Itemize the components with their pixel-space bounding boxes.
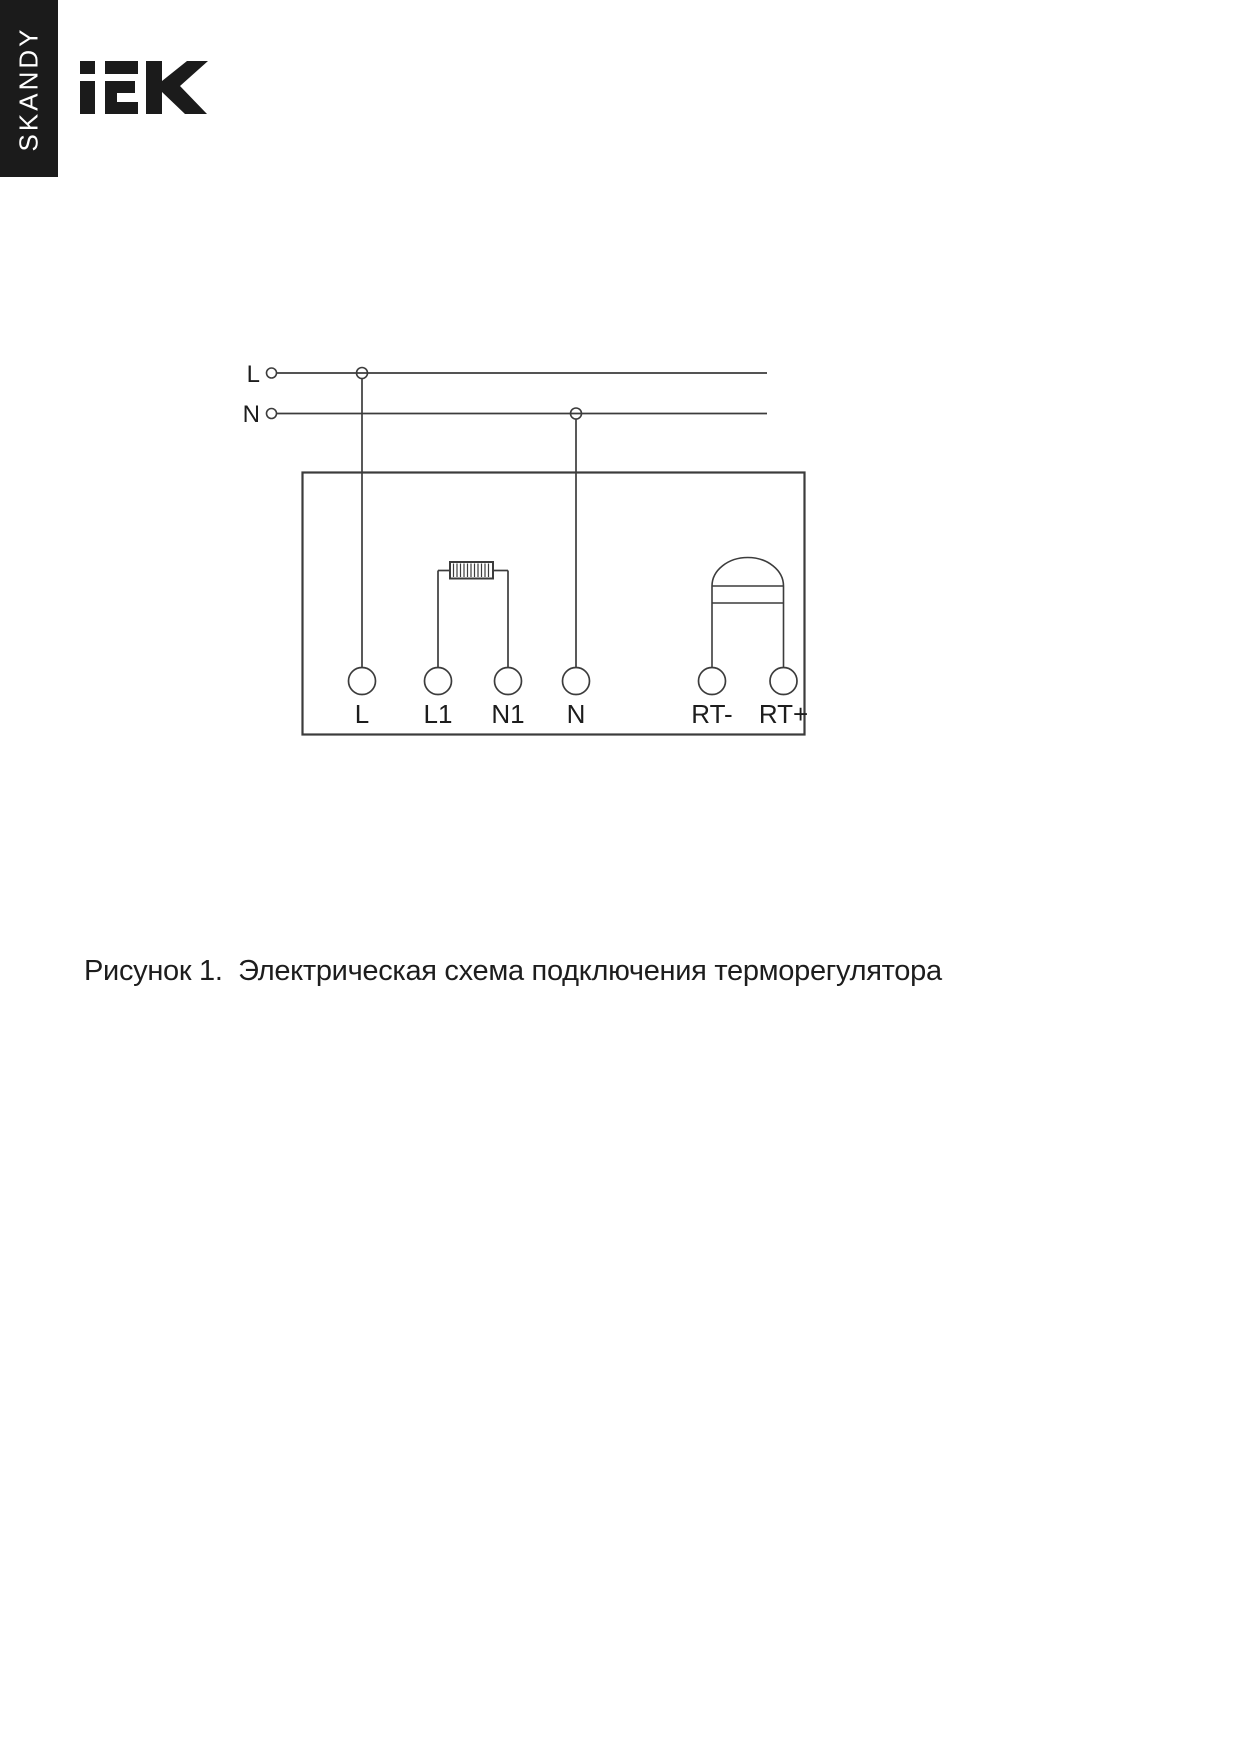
terminal-rt-plus xyxy=(770,668,797,695)
figure-caption: Рисунок 1. Электрическая схема подключения терморегулятора xyxy=(84,955,942,987)
terminal-label-l: L xyxy=(354,699,370,729)
terminal-label-n1: N1 xyxy=(491,699,525,729)
terminal-row xyxy=(349,668,798,695)
terminal-label-n: N xyxy=(566,699,586,729)
heating-element-symbol xyxy=(438,562,508,668)
supply-label-l: L xyxy=(246,361,260,388)
terminal-rt-minus xyxy=(699,668,726,695)
node-l-source xyxy=(267,368,277,378)
terminal-n1 xyxy=(495,668,522,695)
node-n-source xyxy=(267,409,277,419)
supply-lines xyxy=(277,373,767,668)
terminal-label-rt-minus: RT- xyxy=(691,699,733,729)
terminal-label-rt-plus: RT+ xyxy=(758,699,809,729)
temperature-sensor-symbol xyxy=(712,558,784,668)
connection-nodes xyxy=(267,368,582,420)
terminal-labels xyxy=(355,699,808,729)
terminal-l xyxy=(349,668,376,695)
supply-label-n: N xyxy=(242,401,260,428)
terminal-n xyxy=(563,668,590,695)
sensor-dome xyxy=(712,558,784,587)
resistor-hatching xyxy=(454,564,489,578)
terminal-label-l1: L1 xyxy=(423,699,453,729)
skandy-label: SKANDY xyxy=(13,26,44,151)
terminal-l1 xyxy=(425,668,452,695)
